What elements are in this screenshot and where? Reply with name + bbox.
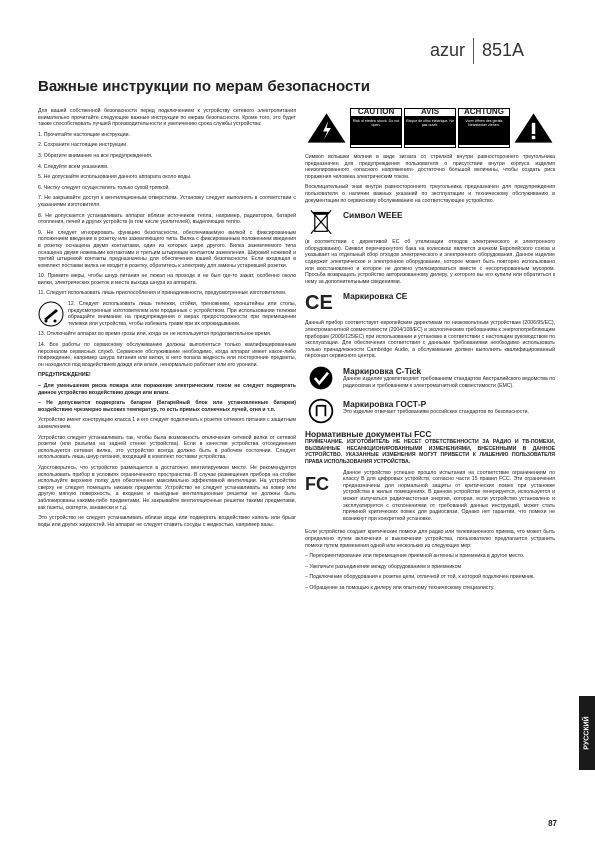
ctick-heading: Маркировка C-Tick bbox=[343, 365, 422, 376]
brand-name: azur bbox=[430, 39, 466, 60]
language-tab bbox=[579, 696, 595, 770]
gost-r-icon bbox=[305, 397, 337, 425]
exclamation-text: Восклицательный знак внутри равностороннего треугольника предназначен для предупреждения пользователя о наличии важных указаний по эксплуатации и техническому обслуживанию в документации по сервисному обслуживанию на соответствующее устройство. bbox=[305, 184, 555, 204]
ce-mark-icon: CE bbox=[305, 292, 333, 315]
body-paragraph: Устройство имеет конструкцию класса 1 и его следует подключать к розетке сетевого питания с защитным заземлением. bbox=[38, 417, 296, 430]
weee-heading: Символ WEEE bbox=[343, 210, 403, 221]
instruction-item: 13. Отключайте аппарат во время грозы или, когда он не используется продолжительное время. bbox=[38, 331, 272, 338]
ctick-content bbox=[343, 364, 555, 394]
page-title: Важные инструкции по мерам безопасности bbox=[38, 78, 370, 95]
warning-item: – Не допускается подвергать батареи (батарейный блок или установленные батареи) воздействию чрезмерно высоких температур, то есть прямых солнечных лучей, огня и т.п. bbox=[38, 400, 296, 413]
gost-heading: Маркировка ГОСТ-Р bbox=[343, 398, 427, 409]
fcc-heading: Нормативные документы FCC bbox=[305, 428, 432, 439]
gost-section bbox=[305, 397, 555, 425]
instruction-item: 6. Чистку следует осуществлять только сухой тряпкой. bbox=[38, 184, 170, 191]
body-paragraph: Удостоверьтесь, что устройство размещается в достаточно вентилируемом месте. Не рекомендуется использовать прибор в условиях ограниченного пространства. В случае размещения прибора на стойке используйте верхнюю полку для обеспечения максимально эффективной вентиляции. На устройство сверху не следует помещать никаких предметов. Устройство не следует устанавливать на ковер или другую мягкую поверхность, а входные и выходные вентиляционные решетки не должны быть заблокированы какими-либо предметами. Не закрывайте вентиляционные решетки такими предметами, как газеты, скатерти, занавески и т.д. bbox=[38, 464, 296, 511]
body-paragraph: Это устройство не следует устанавливать вблизи воды или подвергать воздействию капель или брызг воды или других жидкостей. На аппарат не следует ставить сосуды с жидкостью, например вазы. bbox=[38, 515, 296, 528]
language-tab-label: РУССКИЙ bbox=[583, 716, 591, 750]
weee-text: (в соответствии с директивой ЕС об утилизации отходов электрического и электронного оборудования). Символ перечеркнутого бака на колесиках является значком Европейского союза и указывает на отдельный сбор отходов электрического и электронного оборудования. Данное изделие содержит электрическое и электронное оборудование, которое может быть повторно использовано или восстановлено и которое не должно утилизироваться вместе с несортированным мусором. Просьба возвращать устройство авторизованному дилеру, у которого вы его купили или обратиться к нему за дополнительными сведениями. bbox=[305, 239, 555, 285]
instruction-item: 7. Не закрывайте доступ к вентиляционным отверстиям. Установку следует выполнять в соответствии с указаниями изготовителя. bbox=[38, 195, 296, 208]
weee-section bbox=[305, 208, 555, 236]
instruction-item: 12. Следует использовать лишь тележки, стойки, треножники, кронштейны или столы, предусмотренные изготовителем или проданные с устройством. При использовании тележки обращайте внимание на предупреждения о мерах предосторожности при перемещении тележки или устройства, чтобы избежать травм при их опрокидывании. bbox=[68, 301, 296, 327]
caution-head: ACHTUNG bbox=[459, 109, 509, 117]
caution-body: Vorm öffnen des geräts Netzstecker ziehen. bbox=[459, 117, 509, 145]
fcc-text-2: Если устройство создает критические помехи для радио или телевизионного приема, что может быть определено путем включения и выключения устройства, пользователю предлагается устранить помехи путем применения одной или нескольких из следующих мер: bbox=[305, 529, 555, 549]
instructions-list bbox=[38, 132, 296, 369]
brand-model: 851A bbox=[482, 39, 525, 60]
lightning-text: Символ вспышки молнии в виде зигзага со стрелкой внутри равностороннего треугольника предназначен для предупреждения пользователя о присутствии внутри корпуса изделия неизолированного «опасного напряжения» достаточно большой величины, чтобы создать риск поражения человека электрическим током. bbox=[305, 154, 555, 180]
caution-labels bbox=[305, 108, 555, 148]
instruction-item: 11. Следует использовать лишь приспособления и принадлежности, предусмотренные изготовителем. bbox=[38, 290, 287, 297]
caution-body: Risk of electric shock. Do not open. bbox=[351, 117, 401, 145]
left-column bbox=[38, 108, 296, 532]
body-paragraph: Устройство следует устанавливать так, чтобы была возможность отключения сетевой вилки от сетевой розетки (или разъема на задней стенке устройства). Если в качестве устройства отсоединения используется сетевая вилка, это устройство всегда должно быть в рабочем состоянии. Следует использовать лишь шнур питания, входящий в комплект поставки устройства. bbox=[38, 434, 296, 461]
brand-divider bbox=[473, 38, 474, 64]
ctick-text: Данное изделие удовлетворяет требованиям стандартов Австралийского ведомства по радиосвязи и требованиям к электромагнитной совместимости (EMC). bbox=[343, 376, 555, 390]
ce-text: Данный прибор соответствует европейским директивам по низковольтным устройствам (2006/95/EC), электромагнитной совместимости (2004/108/EC) и экологическим требованиям к энергопотребляющим приборам (2009/125/EC) при использовании и установке в соответствии с настоящим руководством по эксплуатации. Для обеспечения соответствия с данными требованиями необходимо использовать только принадлежности Cambridge Audio, а обслуживание должен выполнять квалифицированный персонал сервисного центра. bbox=[305, 320, 555, 360]
caution-box-fr bbox=[404, 108, 456, 148]
right-column bbox=[305, 108, 555, 596]
fcc-logo-icon: FC bbox=[305, 473, 329, 494]
instruction-item: 3. Обратите внимание на все предупреждения. bbox=[38, 152, 153, 159]
caution-body: Risque de choc électrique. Ne pas ouvrir. bbox=[405, 117, 455, 145]
brand bbox=[430, 38, 524, 64]
lightning-triangle-icon bbox=[305, 108, 348, 148]
fcc-notice: ПРИМЕЧАНИЕ. ИЗГОТОВИТЕЛЬ НЕ НЕСЕТ ОТВЕТСТВЕННОСТИ ЗА РАДИО И ТВ-ПОМЕХИ, ВЫЗВАННЫЕ НЕСАНКЦИОНИРОВАННЫМИ ИЗМЕНЕНИЯМИ, ВНЕСЕННЫМИ В ДАННОЕ УСТРОЙСТВО. УКАЗАННЫЕ ИЗМЕНЕНИЯ МОГУТ ПРИВЕСТИ К ЛИШЕНИЮ ПОЛЬЗОВАТЕЛЯ ПРАВА ИСПОЛЬЗОВАНИЯ УСТРОЙСТВА. bbox=[305, 439, 555, 466]
cart-warning-icon bbox=[38, 301, 64, 327]
fcc-text: Данное устройство успешно прошло испытания на соответствие ограничениям по классу В для цифровых устройств, согласно части 15 правил FCC. Эти ограничения предназначены для нормальной защиты от критических помех при установке устройства в жилых помещениях. В данном устройстве генерируется, используется и может излучаться радиочастотная энергия, которая, если устройство установлено и эксплуатируется с отклонениями от требований данных инструкций, может стать причиной критических помех для радиосвязи. Однако нет гарантии, что помехи не возникнут при конкретной установке. bbox=[343, 469, 555, 522]
weee-bin-icon bbox=[305, 208, 337, 236]
warning-item: – Для уменьшения риска пожара или поражения электрическим током не следует подвергать данное устройство воздействию дождя или влаги. bbox=[38, 383, 296, 396]
instruction-item: 4. Следуйте всем указаниям. bbox=[38, 163, 109, 170]
gost-text: Это изделие отвечает требованиям российских стандартов по безопасности. bbox=[343, 409, 529, 416]
instruction-item: 8. Не допускается устанавливать аппарат вблизи источников тепла, например, радиаторов, батарей отопления, печей и других устройств (в том числе усилителей), выделяющих тепло. bbox=[38, 212, 296, 226]
instruction-item: 2. Сохраните настоящие инструкции. bbox=[38, 142, 128, 149]
instruction-item: 5. Не допускайте использования данного аппарата около воды. bbox=[38, 174, 192, 181]
caution-box-de bbox=[458, 108, 510, 148]
page-number: 87 bbox=[548, 819, 557, 828]
gost-content bbox=[343, 397, 555, 420]
exclamation-triangle-icon bbox=[512, 108, 555, 148]
cart-instruction bbox=[38, 301, 296, 331]
intro-text: Для вашей собственной безопасности перед подключением к устройству сетевого электропитания внимательно прочитайте следующие важные инструкции по мерам безопасности. Кроме того, это будет также способствовать лучшей производительности и увеличению срока службы устройства: bbox=[38, 108, 296, 128]
instruction-item: 10. Примите меры, чтобы шнур питания не лежал на проходе и не был где-то зажат, особенно около вилки, электрических розеток и места выхода шнура из аппарата. bbox=[38, 273, 296, 286]
ce-heading: Маркировка CE bbox=[343, 291, 408, 302]
fcc-measure: – Подключение оборудования к розетке цепи, отличной от той, к которой подключен приемник. bbox=[305, 574, 535, 581]
instruction-item: 14. Все работы по сервисному обслуживанию должны выполняться только квалифицированным персоналом сервисных служб. Сервисное обслуживание необходимо, когда аппарат имеет какое-либо повреждение, например шнура питания или вилки, в него попала жидкость или посторонние предметы, он находился под воздействием дождя или влаги, ненормально работает или его уронили. bbox=[38, 342, 296, 368]
fcc-measure: – Увеличьте разъединение между оборудованием и приемником bbox=[305, 563, 462, 570]
caution-head: CAUTION bbox=[351, 109, 401, 117]
ce-content bbox=[343, 289, 555, 302]
warning-heading: ПРЕДУПРЕЖДЕНИЕ! bbox=[38, 372, 91, 379]
fcc-section bbox=[305, 470, 555, 527]
ctick-section bbox=[305, 364, 555, 394]
caution-head: AVIS bbox=[405, 109, 455, 117]
fcc-measure: – Обращение за помощью к дилеру или опытному техническому специалисту. bbox=[305, 584, 495, 591]
instruction-item: 1. Прочитайте настоящие инструкции. bbox=[38, 131, 130, 138]
fcc-measure: – Переориентирование или перемещение приемной антенны и приемника в другое место. bbox=[305, 553, 525, 560]
c-tick-icon bbox=[305, 364, 337, 392]
weee-content bbox=[343, 208, 555, 221]
instruction-item: 9. Не следует игнорировать функцию безопасности, обеспечиваемую вилкой с фиксированным положением введения в розетку или заземляющего типа. Вилка с фиксированным положением введения в розетку оснащена двумя контактами, один из которых шире другого. Вилка заземляемого типа оснащена двумя ножевыми контактами и третьим штыревым контактом заземления. Широкий ножевой и третий штыревой контакты предназначены для обеспечения вашей безопасности. Если входящая в комплект поставки вилка не входит в розетку, обратитесь к электрику для замены устаревшей розетки. bbox=[38, 229, 296, 269]
caution-box-en bbox=[350, 108, 402, 148]
ce-section bbox=[305, 289, 555, 317]
